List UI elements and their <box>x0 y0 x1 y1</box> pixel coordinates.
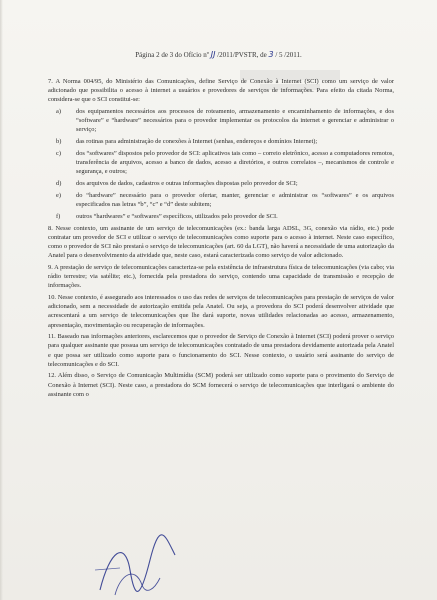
list-item-text: do “hardware” necessário para o provedor ofertar, manter, gerenciar e administrar os “softwares” e os arquivos especificados nas letras “b”, “c” e “d” deste subitem; <box>76 192 394 209</box>
paragraph-7: 7. A Norma 004/95, do Ministério das Comunicações, define Serviço de Conexão à Internet (SCI) como um serviço de valor adicionado que possibilita o acesso à internet a usuários e provedores de serviços de informações. Para efeito da citada Norma, considera-se que o SCI constitui-se: <box>48 78 394 104</box>
list-item-text: dos “softwares” dispostos pelo provedor de SCI: aplicativos tais como – correio eletrônico, acesso a computadores remotos, transferência de arquivos, acesso a banco de dados, acesso a diretórios, e outros correlatos –, mecanismos de controle e segurança, e outros; <box>76 150 394 176</box>
list-item-label: b) <box>56 138 62 146</box>
list-item-text: dos equipamentos necessários aos processos de roteamento, armazenamento e encaminhamento de informações, e dos “software” e “hardware” necessários para o provedor implementar os protocolos da internet e gerenciar e administrar o serviço; <box>76 108 394 134</box>
handwritten-day: 3 <box>268 50 274 59</box>
list-item-label: d) <box>56 180 62 188</box>
page-edge-shadow <box>0 0 3 600</box>
paragraph-11: 11. Baseado nas informações anteriores, esclarecemos que o provedor de Serviço de Conexão à Internet (SCI) poderá prover o serviço para qualquer assinante que possua um serviço de telecomunicações contratado de uma prestadora devidamente autorizada pela Anatel e que possa ser utilizado como suporte para o funcionamento do SCI. Nesse contexto, o usuário será assinante do serviço de telecomunicações e do SCI. <box>48 333 394 368</box>
list-item <box>48 137 394 146</box>
list-item <box>48 191 394 209</box>
paragraph-10: 10. Nesse contexto, é assegurado aos interessados o uso das redes de serviços de telecomunicações para prestação de serviços de valor adicionado, sem a necessidade de autorização emitida pela Anatel. Ou seja, a provedora do SCI poderá desenvolver atividade que acrescentará a um serviço de telecomunicações que lhe dará suporte, novas utilidades relacionadas ao acesso, armazenamento, apresentação, movimentação ou recuperação de informações. <box>48 294 394 329</box>
document-body <box>48 77 394 401</box>
list-item-label: a) <box>56 108 61 115</box>
list-item <box>48 179 394 188</box>
list-item-text: dos arquivos de dados, cadastros e outras informações dispostas pelo provedor de SCI; <box>76 180 298 188</box>
list-item-label: f) <box>56 213 61 220</box>
header-mid: /2011/PVSTR, de <box>217 51 267 59</box>
paragraph-8: 8. Nesse contexto, um assinante de um serviço de telecomunicações (ex.: banda larga ADSL, 3G, conexão via rádio, etc.) pode contratar um provedor de SCI e utilizar o serviço de telecomunicações como suporte para o acesso à internet. Neste caso específico, como o provedor de SCI não prestará o serviço de telecomunicações (art. 60 da LGT), não haverá a necessidade de uma autorização da Anatel para o desenvolvimento da atividade que, neste caso, estará caracterizada como serviço de valor adicionado. <box>48 224 394 260</box>
list-item-label: e) <box>56 192 61 199</box>
list-item-label: c) <box>56 150 61 157</box>
list-item-text: outros “hardwares” e “softwares” específicos, utilizados pelo provedor de SCI. <box>76 213 278 220</box>
list-item-text: das rotinas para administração de conexões à Internet (senhas, endereços e domínios Internet); <box>76 138 318 146</box>
page-header <box>0 50 437 59</box>
handwritten-office-number: JJ <box>210 50 216 59</box>
handwritten-initials-signature <box>80 530 190 600</box>
list-item <box>48 212 394 221</box>
paragraph-12: 12. Além disso, o Serviço de Comunicação Multimídia (SCM) poderá ser utilizado como suporte para o provimento do Serviço de Conexão à Internet (SCI). Neste caso, a prestadora do SCM fornecerá o serviço de telecomunicações que interligará o ambiente do assinante com o <box>48 372 394 398</box>
header-prefix: Página 2 de 3 do Ofício nº <box>135 51 209 59</box>
list-item <box>48 107 394 135</box>
header-suffix: / 5 /2011. <box>275 51 302 59</box>
paragraph-9: 9. A prestação de serviço de telecomunicações caracteriza-se pela existência de infraestrutura física de telecomunicações (via cabo; via rádio terrestre; via satélite; etc.), fornecida pela prestadora do serviço, contendo uma capacidade de transmissão e recepção de informações. <box>48 264 394 290</box>
item-list <box>48 107 394 221</box>
list-item <box>48 149 394 177</box>
